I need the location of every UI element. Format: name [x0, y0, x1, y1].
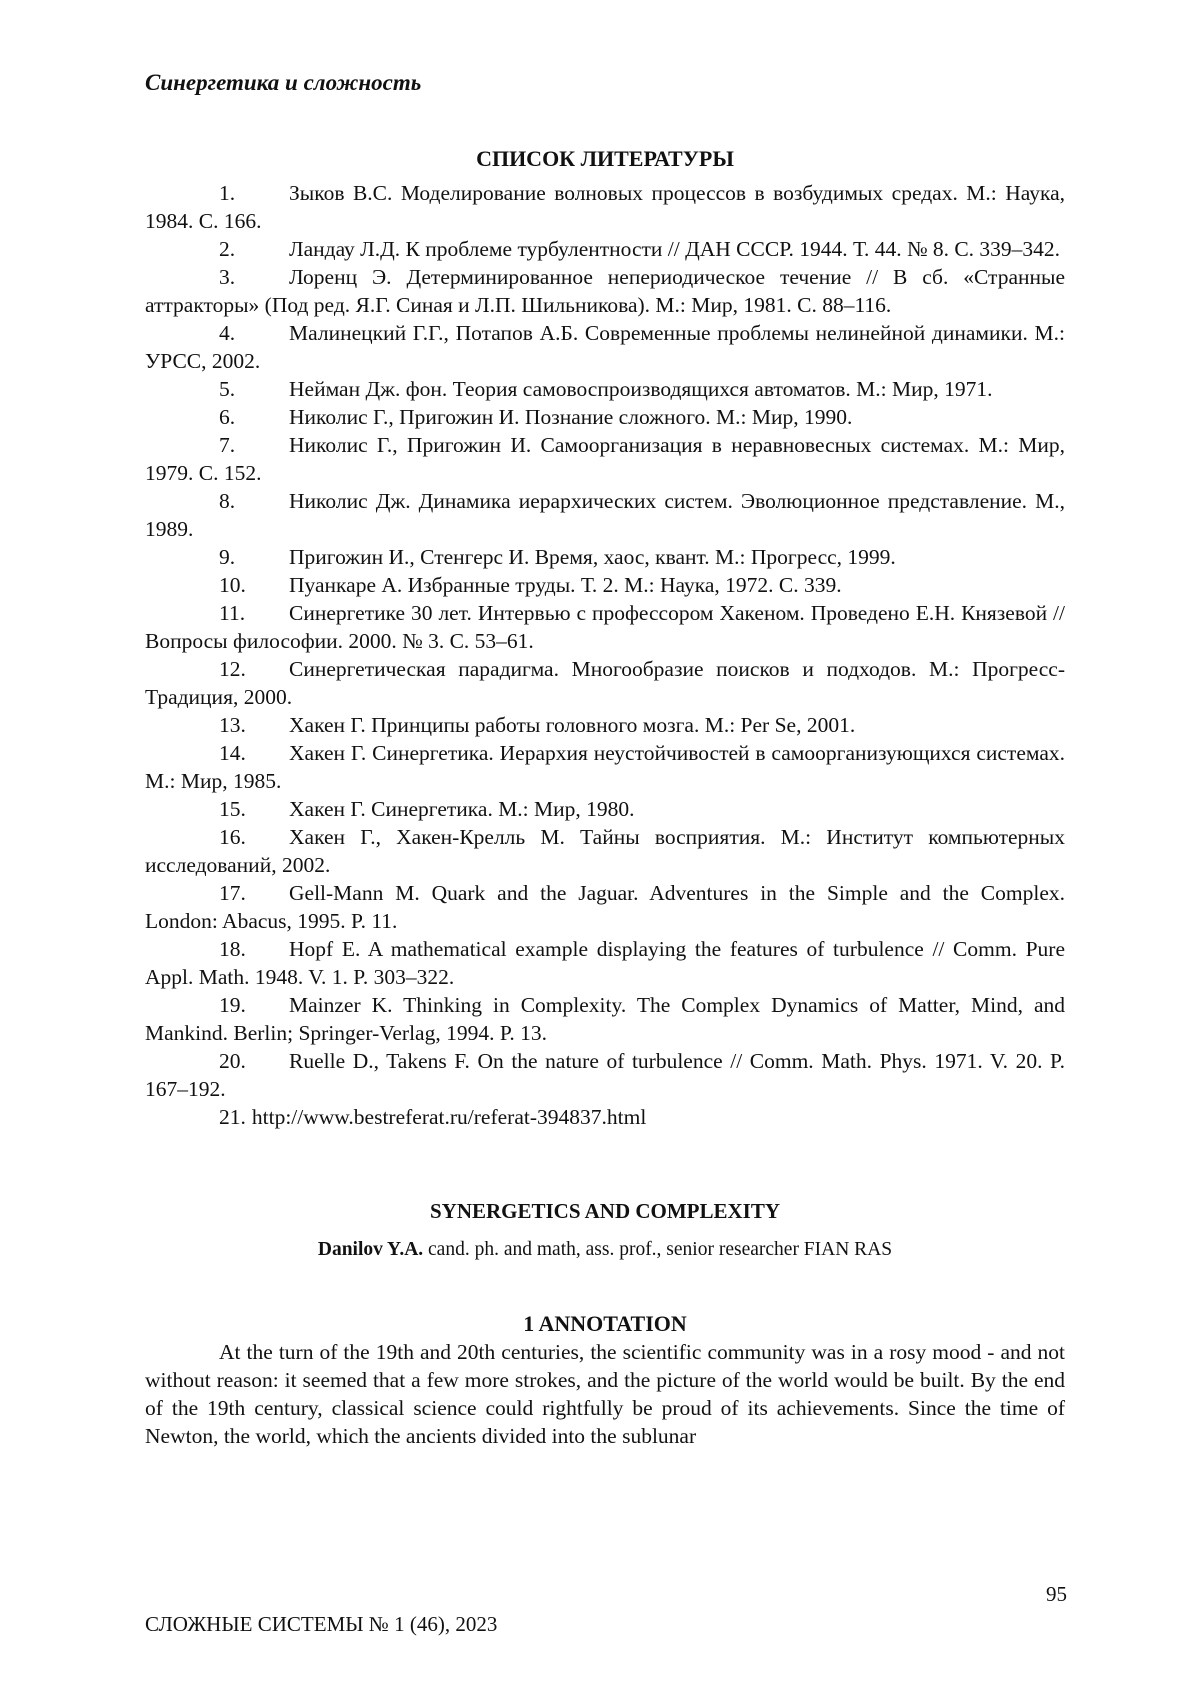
reference-number: 1.: [219, 181, 236, 205]
author-name: Danilov Y.A.: [317, 1239, 424, 1260]
reference-text: Пуанкаре А. Избранные труды. Т. 2. М.: Наука, 1972. С. 339.: [289, 573, 842, 597]
reference-item: [145, 571, 1065, 599]
page-content: [145, 145, 1065, 1450]
reference-text: Пригожин И., Стенгерс И. Время, хаос, квант. М.: Прогресс, 1999.: [289, 545, 896, 569]
running-head: Синергетика и сложность: [145, 70, 422, 95]
reference-item: [145, 935, 1065, 991]
reference-item: [145, 319, 1065, 375]
english-title: SYNERGETICS AND COMPLEXITY: [429, 1199, 781, 1223]
journal-footer: СЛОЖНЫЕ СИСТЕМЫ № 1 (46), 2023: [145, 1612, 498, 1636]
reference-item: [145, 991, 1065, 1047]
reference-text: Малинецкий Г.Г., Потапов А.Б. Современные проблемы нелинейной динамики. М.: УРСС, 2002.: [145, 321, 1065, 373]
reference-number: 6.: [219, 405, 236, 429]
reference-item: [145, 179, 1065, 235]
reference-item: [145, 1047, 1065, 1103]
reference-text: Хакен Г. Принципы работы головного мозга. М.: Per Se, 2001.: [289, 713, 856, 737]
reference-text: Зыков В.С. Моделирование волновых процессов в возбудимых средах. М.: Наука, 1984. С. 166.: [145, 181, 1065, 233]
reference-number: 17.: [219, 881, 246, 905]
reference-number: 11.: [219, 601, 246, 625]
reference-item: [145, 487, 1065, 543]
reference-text: Хакен Г., Хакен-Крелль М. Тайны восприятия. М.: Институт компьютерных исследований, 2002.: [145, 825, 1065, 877]
reference-item: [145, 375, 1065, 403]
reference-text: Лоренц Э. Детерминированное непериодическое течение // В сб. «Странные аттракторы» (Под ред. Я.Г. Синая и Л.П. Шильникова). М.: Мир, 1981. С. 88–116.: [145, 265, 1065, 317]
reference-text: Ruelle D., Takens F. On the nature of turbulence // Comm. Math. Phys. 1971. V. 20. P. 167–192.: [145, 1049, 1065, 1101]
reference-item: [145, 823, 1065, 879]
reference-number: 7.: [219, 433, 236, 457]
reference-text: Ландау Л.Д. К проблеме турбулентности // ДАН СССР. 1944. Т. 44. № 8. С. 339–342.: [289, 237, 1061, 261]
reference-number: 4.: [219, 321, 236, 345]
reference-item: [145, 879, 1065, 935]
reference-number: 13.: [219, 713, 246, 737]
reference-text: Николис Дж. Динамика иерархических систем. Эволюционное представление. М., 1989.: [145, 489, 1065, 541]
annotation-text: At the turn of the 19th and 20th centuries, the scientific community was in a rosy mood - and not without reason: it seemed that a few more strokes, and the picture of the world would be built. By the end of the 19th century, classical science could rightfully be proud of its achievements. Since the time of Newton, the world, which the ancients divided into the sublunar: [145, 1340, 1065, 1448]
reference-item: [145, 403, 1065, 431]
reference-item: [145, 655, 1065, 711]
reference-number: 14.: [219, 741, 246, 765]
reference-number: 10.: [219, 573, 246, 597]
reference-text: Хакен Г. Синергетика. Иерархия неустойчивостей в самоорганизующихся системах. М.: Мир, 1985.: [145, 741, 1065, 793]
reference-item: [145, 711, 1065, 739]
reference-number: 5.: [219, 377, 236, 401]
reference-number: 18.: [219, 937, 246, 961]
reference-number: 8.: [219, 489, 236, 513]
reference-item: [145, 795, 1065, 823]
reference-text: Gell-Mann M. Quark and the Jaguar. Adventures in the Simple and the Complex. London: Abacus, 1995. P. 11.: [145, 881, 1065, 933]
reference-text: Синергетике 30 лет. Интервью с профессором Хакеном. Проведено Е.Н. Князевой // Вопросы философии. 2000. № 3. С. 53–61.: [145, 601, 1065, 653]
reference-text: Николис Г., Пригожин И. Познание сложного. М.: Мир, 1990.: [289, 405, 853, 429]
reference-number: 20.: [219, 1049, 246, 1073]
page-number: 95: [1046, 1582, 1067, 1606]
reference-number: 9.: [219, 545, 236, 569]
author-affiliation: cand. ph. and math, ass. prof., senior researcher FIAN RAS: [428, 1239, 893, 1260]
reference-link[interactable]: http://www.bestreferat.ru/referat-394837.html: [251, 1105, 647, 1129]
reference-number: 21.: [219, 1105, 246, 1129]
reference-list: [145, 179, 1065, 1131]
reference-item: [145, 431, 1065, 487]
reference-item: [145, 1103, 1065, 1131]
author-line: [145, 1236, 1065, 1264]
reference-number: 2.: [219, 237, 236, 261]
reference-text: Hopf E. A mathematical example displaying the features of turbulence // Comm. Pure Appl. Math. 1948. V. 1. P. 303–322.: [145, 937, 1065, 989]
reference-number: 16.: [219, 825, 246, 849]
reference-item: [145, 263, 1065, 319]
reference-text: Хакен Г. Синергетика. М.: Мир, 1980.: [289, 797, 635, 821]
reference-item: [145, 235, 1065, 263]
reference-text: Николис Г., Пригожин И. Самоорганизация в неравновесных системах. М.: Мир, 1979. С. 152.: [145, 433, 1065, 485]
reference-number: 15.: [219, 797, 246, 821]
reference-item: [145, 599, 1065, 655]
references-title: СПИСОК ЛИТЕРАТУРЫ: [476, 146, 734, 171]
reference-text: Синергетическая парадигма. Многообразие поисков и подходов. М.: Прогресс-Традиция, 2000.: [145, 657, 1065, 709]
reference-item: [145, 543, 1065, 571]
reference-number: 12.: [219, 657, 246, 681]
reference-item: [145, 739, 1065, 795]
reference-text: Нейман Дж. фон. Теория самовоспроизводящихся автоматов. М.: Мир, 1971.: [289, 377, 993, 401]
reference-number: 19.: [219, 993, 246, 1017]
reference-text: Mainzer K. Thinking in Complexity. The Complex Dynamics of Matter, Mind, and Mankind. Berlin; Springer-Verlag, 1994. P. 13.: [145, 993, 1065, 1045]
annotation-heading: 1 ANNOTATION: [523, 1311, 687, 1336]
reference-number: 3.: [219, 265, 236, 289]
